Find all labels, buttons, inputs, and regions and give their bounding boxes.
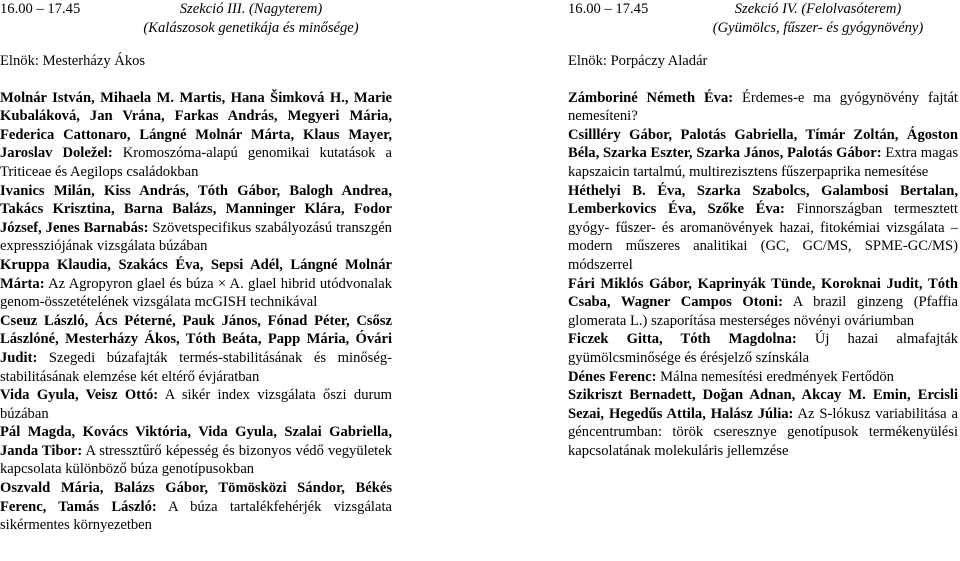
talk-entry [568, 89, 958, 126]
session-title: Szekció IV. (Felolvasóterem) [734, 1, 902, 17]
session-column-left [0, 0, 392, 535]
talk-authors: Vida Gyula, Veisz Ottó: [0, 387, 159, 404]
talk-authors: Pál Magda, Kovács Viktória, Vida Gyula, Szalai Gabriella, Janda Tibor: [0, 424, 392, 459]
talk-entry [0, 479, 392, 535]
session-chair: Elnök: Porpáczy Aladár [568, 53, 708, 69]
session-title-block [110, 0, 392, 37]
session-subtitle: (Gyümölcs, fűszer- és gyógynövény) [712, 19, 924, 36]
talk-authors: Csillléry Gábor, Palotás Gabriella, Tímár Zoltán, Ágoston Béla, Szarka Eszter, Szarka János, Palotás Gábor: [568, 126, 958, 162]
talk-authors: Dénes Ferenc: [568, 368, 657, 385]
talk-authors: Szikriszt Bernadett, Doğan Adnan, Akcay M. Emin, Ercisli Sezai, Hegedűs Attila, Halász Júlia: [568, 387, 958, 422]
talk-title: Az S-lókusz variabilitása a géncentrumban: török cseresznye genotípusok termékenyülési kapcsolatának molekuláris jellemzése [568, 405, 958, 459]
session-title: Szekció III. (Nagyterem) [179, 1, 323, 17]
talk-entry [0, 89, 392, 182]
talk-title: Új hazai almafajták gyümölcsminősége és érésjelző színskála [568, 331, 959, 366]
session-time: 16.00 – 17.45 [0, 1, 81, 17]
talk-title: A búza tartalékfehérjék vizsgálata sikérmentes környezetben [0, 498, 392, 534]
session-column-right [568, 0, 958, 460]
talk-entry [0, 386, 392, 423]
talk-authors: Héthelyi B. Éva, Szarka Szabolcs, Galambosi Bertalan, Lemberkovics Éva, Szőke Éva: [568, 182, 958, 218]
talk-list [0, 89, 392, 535]
talk-title: Az Agropyron glael és búza × A. glael hibrid utódvonalak genom-összetételének vizsgálata mcGISH technikával [0, 275, 392, 311]
talk-authors: Ficzek Gitta, Tóth Magdolna: [568, 331, 797, 348]
talk-entry [0, 312, 392, 386]
session-header [0, 0, 392, 38]
talk-authors: Molnár István, Mihaela M. Martis, Hana Šimková H., Marie Kubaláková, Jan Vrána, Farkas András, Megyeri Mária, Federica Cattonaro, Lángné Molnár Márta, Klaus Mayer, Jaroslav Doležel: [0, 89, 392, 162]
session-chair: Elnök: Mesterházy Ákos [0, 53, 146, 69]
talk-title: Szegedi búzafajták termés-stabilitásának és minőség-stabilitásának elemzése két eltérő évjáratban [0, 349, 392, 385]
talk-authors: Kruppa Klaudia, Szakács Éva, Sepsi Adél, Lángné Molnár Márta: [0, 256, 392, 292]
talk-authors: Zámboriné Németh Éva: [568, 89, 734, 106]
talk-title: Érdemes-e ma gyógynövény fajtát nemesíteni? [568, 89, 958, 125]
session-header [568, 0, 958, 38]
talk-entry [0, 182, 392, 256]
talk-title: A brazil ginzeng (Pfaffia glomerata L.) szaporítása mesterséges növényi ováriumban [568, 294, 958, 329]
talk-entry [568, 330, 958, 367]
talk-title: Szövetspecifikus szabályozású transzgén expressziójának vizsgálata búzában [0, 219, 392, 255]
talk-entry [568, 182, 958, 275]
talk-entry [568, 126, 958, 182]
talk-authors: Fári Miklós Gábor, Kaprinyák Tünde, Koroknai Judit, Tóth Csaba, Wagner Campos Otoni: [568, 275, 958, 311]
talk-title: Extra magas kapszaicin tartalmú, multirezisztens fűszerpaprika nemesítése [568, 145, 958, 180]
talk-title: A sikér index vizsgálata őszi durum búzában [0, 387, 392, 422]
talk-authors: Cseuz László, Ács Péterné, Pauk János, Fónad Péter, Csősz Lászlóné, Mesterházy Ákos, Tóth Beáta, Papp Mária, Óvári Judit: [0, 312, 392, 366]
talk-entry [0, 256, 392, 312]
talk-title: Kromoszóma-alapú genomikai kutatások a Triticeae és Aegilops családokban [0, 145, 392, 180]
talk-entry [568, 386, 958, 460]
talk-title: Finnországban termesztett gyógy- fűszer- és aromanövények hazai, fitokémiai vizsgálata – modern műszeres analitikai (GC, GC/MS, SPME-GC/MS) módszerrel [568, 201, 958, 273]
talk-title: A stressztűrő képesség és bizonyos védő vegyületek kapcsolata különböző búza genotípusokban [0, 442, 392, 478]
talk-entry [0, 423, 392, 479]
talk-entry [568, 275, 958, 331]
talk-authors: Ivanics Milán, Kiss András, Tóth Gábor, Balogh Andrea, Takács Krisztina, Barna Balázs, Manninger Klára, Fodor József, Jenes Barnabás: [0, 182, 392, 236]
talk-authors: Oszvald Mária, Balázs Gábor, Tömösközi Sándor, Békés Ferenc, Tamás László: [0, 480, 392, 515]
talk-entry [568, 368, 958, 387]
talk-list [568, 89, 958, 461]
session-time: 16.00 – 17.45 [568, 1, 649, 17]
session-title-block [678, 0, 958, 37]
session-subtitle: (Kalászosok genetikája és minősége) [143, 19, 359, 36]
talk-title: Málna nemesítési eredmények Fertődön [656, 368, 894, 385]
